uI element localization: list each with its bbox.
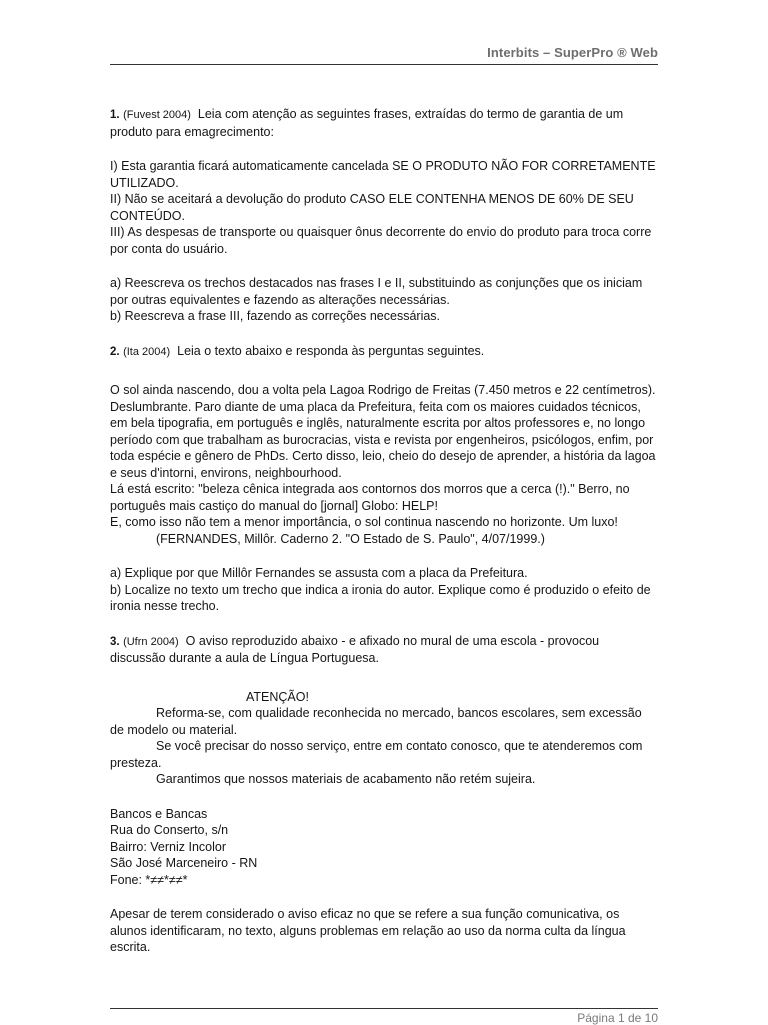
- question-3-prompt: [110, 633, 658, 667]
- address-line: São José Marceneiro - RN: [110, 856, 258, 870]
- question-3-closing: Apesar de terem considerado o aviso eficaz no que se refere a sua função comunicativa, os alunos identificaram, no texto, alguns problemas em relação ao uso da norma culta da língua escrita.: [110, 907, 626, 954]
- notice-address: [110, 806, 658, 889]
- notice-title: ATENÇÃO!: [246, 689, 309, 704]
- question-1-task: a) Reescreva os trechos destacados nas frases I e II, substituindo as conjunções que os iniciam por outras equivalentes e fazendo as alterações necessárias.: [110, 276, 643, 307]
- address-line: Bairro: Verniz Incolor: [110, 839, 227, 854]
- address-line: Fone: *≠≠*≠≠*: [110, 872, 188, 887]
- question-2-task: a) Explique por que Millôr Fernandes se assusta com a placa da Prefeitura.: [110, 566, 528, 580]
- question-1-item: II) Não se aceitará a devolução do produto CASO ELE CONTENHA MENOS DE 60% DE SEU CONTEÚDO.: [110, 192, 634, 223]
- question-text: Leia o texto abaixo e responda às perguntas seguintes.: [177, 343, 485, 358]
- question-1-task: b) Reescreva a frase III, fazendo as correções necessárias.: [110, 309, 441, 323]
- document-body: [110, 106, 658, 956]
- question-source: (Ita 2004): [123, 345, 171, 358]
- question-1-item: I) Esta garantia ficará automaticamente cancelada SE O PRODUTO NÃO FOR CORRETAMENTE UTILIZADO.: [110, 159, 656, 190]
- question-number: 3.: [110, 635, 120, 648]
- notice-paragraph: Se você precisar do nosso serviço, entre em contato conosco, que te atenderemos com presteza.: [110, 739, 643, 770]
- question-text: O aviso reproduzido abaixo - e afixado no mural de uma escola - provocou discussão durante a aula de Língua Portuguesa.: [110, 633, 600, 665]
- question-source: (Fuvest 2004): [123, 109, 191, 121]
- footer-rule: [110, 1008, 658, 1009]
- question-1-item: III) As despesas de transporte ou quaisquer ônus decorrente do envio do produto para troca corre por conta do usuário.: [110, 225, 652, 256]
- header-title: Interbits – SuperPro ® Web: [487, 45, 658, 60]
- question-number: 2.: [110, 345, 120, 358]
- question-source: (Ufrn 2004): [123, 635, 179, 648]
- quoted-text-paragraph: Lá está escrito: "beleza cênica integrada aos contornos dos morros que a cerca (!)." Berro, no português mais castiço do manual do [jornal] Globo: HELP!: [110, 482, 630, 513]
- question-text: Leia com atenção as seguintes frases, extraídas do termo de garantia de um produto para emagrecimento:: [110, 107, 624, 139]
- notice-paragraph: Reforma-se, com qualidade reconhecida no mercado, bancos escolares, sem excessão de modelo ou material.: [110, 706, 642, 737]
- page-number: Página 1 de 10: [577, 1011, 658, 1025]
- question-2-prompt: [110, 343, 658, 361]
- page-header: [110, 44, 658, 65]
- quoted-text-paragraph: O sol ainda nascendo, dou a volta pela Lagoa Rodrigo de Freitas (7.450 metros e 22 centímetros). Deslumbrante. Paro diante de uma placa da Prefeitura, feita com os maiores cuidados técnicos, em bela tipografia, em português e inglês, naturalmente escrita por altos professores e, no longo período com que trabalham as burocracias, vista e revista por engenheiros, psicólogos, enfim, por toda espécie e gênero de PhDs. Certo disso, leio, cheio do desejo de aprender, a história da lagoa e seus d'intorni, environs, neighbourhood.: [110, 383, 656, 480]
- quoted-text-paragraph: E, como isso não tem a menor importância, o sol continua nascendo no horizonte. Um luxo!: [110, 515, 618, 529]
- address-line: Bancos e Bancas: [110, 806, 208, 821]
- question-number: 1.: [110, 109, 120, 121]
- question-2-task: b) Localize no texto um trecho que indica a ironia do autor. Explique como é produzido o efeito de ironia nesse trecho.: [110, 582, 651, 613]
- notice-paragraph: Garantimos que nossos materiais de acabamento não retém sujeira.: [156, 772, 536, 786]
- question-1-prompt: [110, 106, 658, 140]
- address-line: Rua do Conserto, s/n: [110, 823, 229, 837]
- citation: (FERNANDES, Millôr. Caderno 2. "O Estado de S. Paulo", 4/07/1999.): [156, 531, 545, 546]
